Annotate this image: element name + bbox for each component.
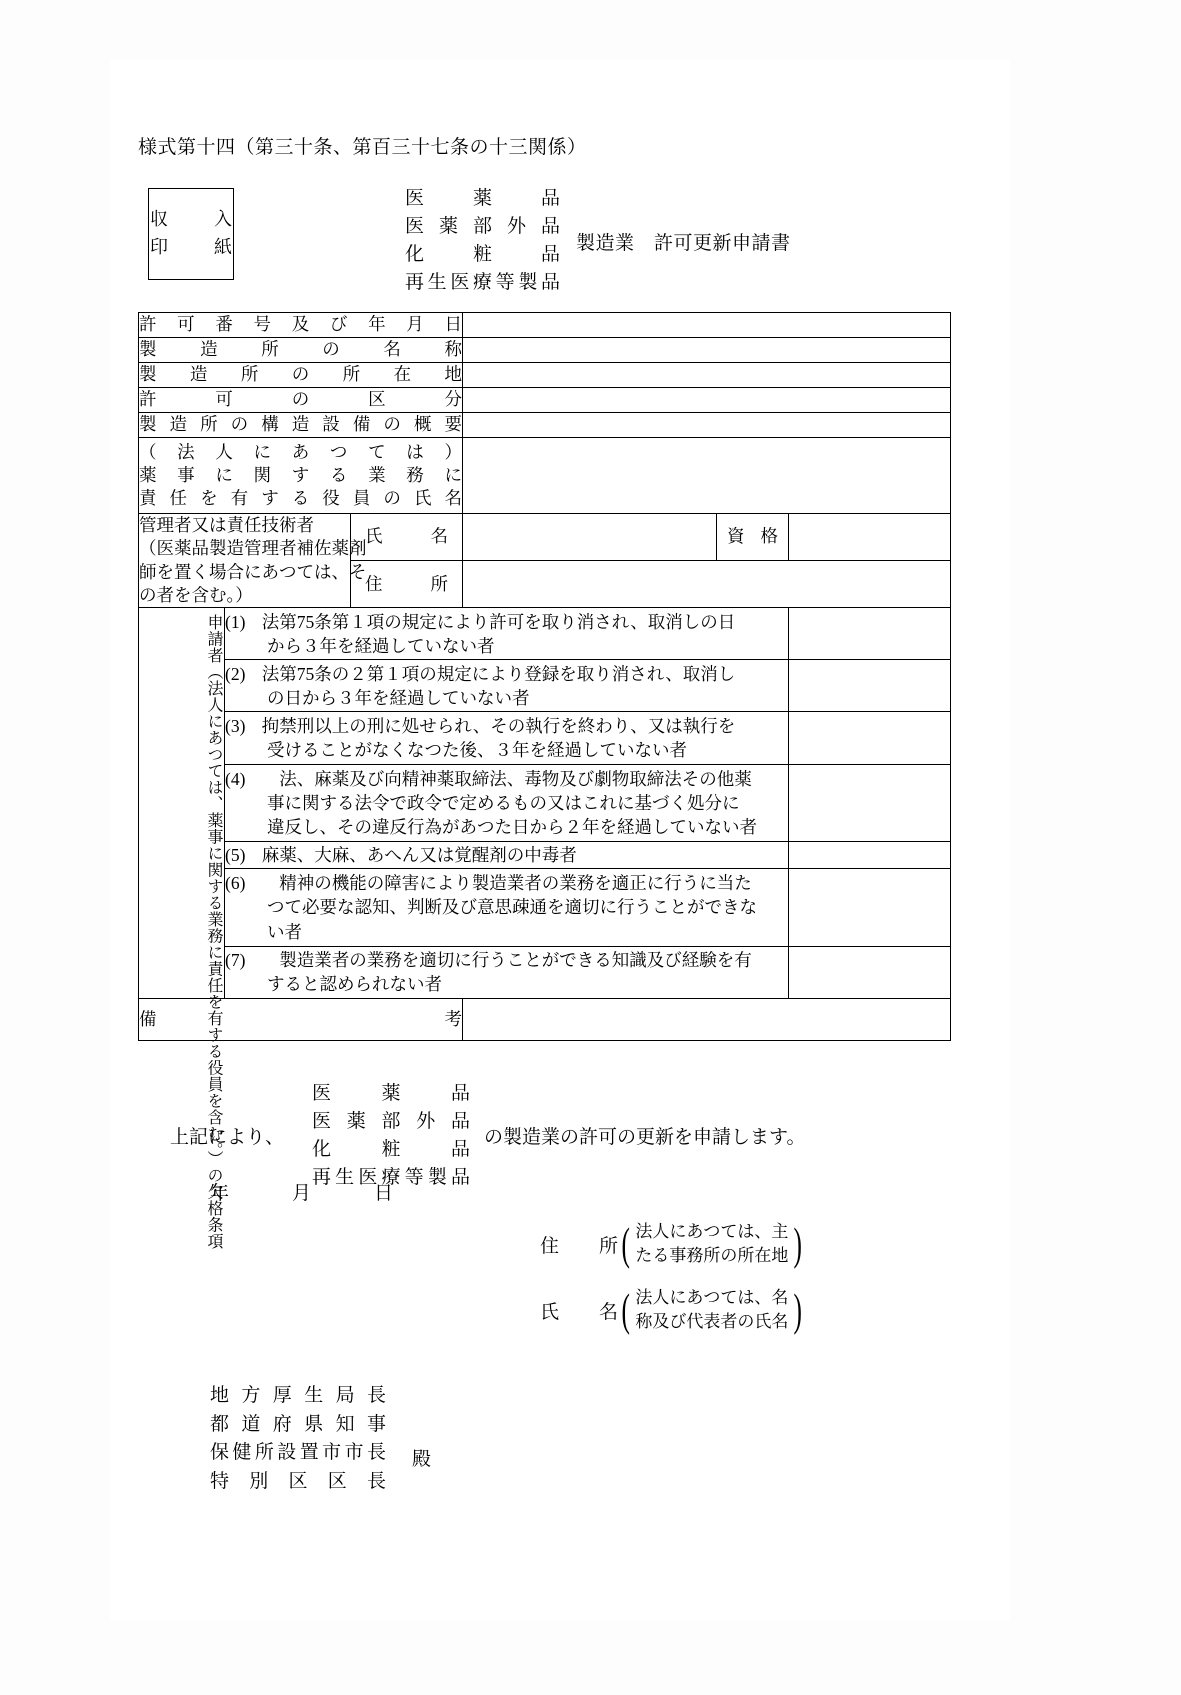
table-row-disqualification-7	[139, 946, 951, 998]
closing-statement	[170, 1080, 806, 1192]
disqualification-check-field[interactable]	[789, 660, 951, 712]
right-brace-icon: )	[793, 1218, 803, 1270]
table-row-disqualification-4	[139, 764, 951, 842]
item-line: 事に関する法令で政令で定めるもの又はこれに基づく処分に	[267, 792, 740, 813]
signature-name-label: 氏 名	[540, 1301, 618, 1323]
row-value-field[interactable]	[463, 438, 951, 514]
closing-category-3: 再生医療等製品	[312, 1166, 471, 1188]
item-number: (7)	[225, 950, 246, 971]
manager-label-line-1: （医薬品製造管理者補佐薬剤	[139, 538, 367, 559]
manager-address-field[interactable]	[463, 561, 951, 608]
stamp-label-line-2: 印 紙	[150, 237, 246, 257]
disqualification-item-text	[225, 842, 789, 869]
item-line: 法第75条第１項の規定により許可を取り消され、取消しの日	[261, 611, 736, 632]
closing-category-0: 医 薬 品	[312, 1083, 471, 1104]
note-line-0: 法人にあつては、名	[635, 1288, 789, 1308]
recipient-item-3: 特別区区長	[210, 1470, 386, 1492]
signature-address-row	[540, 1220, 806, 1268]
revenue-stamp-box	[148, 188, 246, 280]
recipient-block	[210, 1382, 431, 1496]
manager-label-line-2: 師を置く場合にあつては、そ	[139, 561, 367, 582]
signature-block	[540, 1220, 806, 1335]
item-number: (3)	[225, 715, 246, 736]
item-line: から３年を経過していない者	[267, 635, 495, 656]
item-number: (6)	[225, 873, 246, 894]
stamp-label-line-1: 収 入	[150, 209, 246, 230]
title-category-2: 化 粧 品	[405, 244, 560, 266]
note-line-1: 称及び代表者の氏名	[635, 1312, 789, 1332]
officer-label-line-1: 薬事に関する業務に	[139, 464, 462, 485]
signature-name-note	[633, 1286, 790, 1334]
table-row-disqualification-6	[139, 869, 951, 947]
row-value-field[interactable]	[463, 363, 951, 388]
item-line: 違反し、その違反行為があつた日から２年を経過していない者	[267, 817, 757, 838]
item-line: 精神の機能の障害により製造業者の業務を適正に行うに当た	[261, 873, 752, 894]
remarks-field[interactable]	[463, 999, 951, 1041]
signature-address-label: 住 所	[540, 1235, 618, 1257]
manager-label-line-3: の者を含む。）	[139, 584, 253, 605]
table-row-remarks	[139, 999, 951, 1041]
table-row-factory-address	[139, 363, 951, 388]
item-line: い者	[267, 921, 302, 942]
disqualification-item-text	[225, 946, 789, 998]
vertical-text-wrap: 申請者（法人にあつては、薬事に関する業務に責任を有する役員を含む。）の欠格条項	[205, 614, 222, 1250]
manager-label-line-0: 管理者又は責任技術者	[139, 515, 314, 535]
title-category-stack	[405, 185, 560, 297]
form-sheet	[110, 60, 1010, 1620]
item-number: (1)	[225, 611, 246, 632]
disqualification-check-field[interactable]	[789, 764, 951, 842]
remarks-label: 備 考	[139, 999, 463, 1041]
left-brace-icon: (	[621, 1284, 630, 1336]
item-line: 製造業者の業務を適切に行うことができる知識及び経験を有	[261, 950, 752, 971]
title-category-3: 再生医療等製品	[405, 272, 560, 294]
manager-name-field[interactable]	[463, 514, 717, 561]
row-value-field[interactable]	[463, 413, 951, 438]
disqualification-check-field[interactable]	[789, 869, 951, 947]
disqualification-item-text	[225, 660, 789, 712]
table-row-facility-outline	[139, 413, 951, 438]
row-label: 許可の区分	[139, 388, 463, 413]
table-row-factory-name	[139, 338, 951, 363]
recipient-item-1: 都道府県知事	[210, 1413, 386, 1435]
table-row-disqualification-1	[139, 608, 951, 660]
row-value-field[interactable]	[463, 388, 951, 413]
date-line[interactable]: 年 月 日	[210, 1183, 416, 1204]
table-row-license-category	[139, 388, 951, 413]
document-title	[405, 185, 791, 297]
row-value-field[interactable]	[463, 338, 951, 363]
item-line: すると認められない者	[267, 974, 442, 995]
table-row-responsible-officer	[139, 438, 951, 514]
row-label: 製造所の名称	[139, 338, 463, 363]
table-row-manager-name	[139, 514, 951, 561]
item-line: つて必要な認知、判断及び意思疎通を適切に行うことができな	[267, 897, 757, 918]
item-number: (5)	[225, 845, 246, 866]
table-row-disqualification-3	[139, 712, 951, 764]
row-label: 製造所の所在地	[139, 363, 463, 388]
manager-name-label: 氏 名	[351, 514, 463, 561]
signature-address-note	[633, 1220, 790, 1268]
row-label	[139, 438, 463, 514]
left-brace-icon: (	[621, 1218, 630, 1270]
table-row-disqualification-2	[139, 660, 951, 712]
closing-category-stack	[312, 1080, 470, 1192]
disqualification-check-field[interactable]	[789, 842, 951, 869]
table-row-license-number	[139, 313, 951, 338]
note-line-1: たる事務所の所在地	[635, 1246, 789, 1266]
item-line: 麻薬、大麻、あへん又は覚醒剤の中毒者	[261, 845, 577, 866]
table-row-disqualification-5	[139, 842, 951, 869]
disqualification-check-field[interactable]	[789, 712, 951, 764]
form-number: 様式第十四（第三十条、第百三十七条の十三関係）	[138, 137, 587, 158]
officer-label-line-0: （法人にあつては）	[139, 441, 462, 462]
item-line: 拘禁刑以上の刑に処せられ、その執行を終わり、又は執行を	[261, 715, 736, 736]
disqualification-check-field[interactable]	[789, 608, 951, 660]
item-line: 法第75条の２第１項の規定により登録を取り消され、取消し	[261, 663, 736, 684]
disqualification-item-text	[225, 608, 789, 660]
recipient-item-2: 保健所設置市市長	[210, 1442, 386, 1463]
closing-tail-text: の製造業の許可の更新を申請します。	[484, 1127, 806, 1149]
item-number: (2)	[225, 663, 246, 684]
row-label: 製造所の構造設備の概要	[139, 413, 463, 438]
disqualification-check-field[interactable]	[789, 946, 951, 998]
title-suffix: 製造業 許可更新申請書	[576, 232, 791, 254]
disqualification-item-text	[225, 764, 789, 842]
manager-qualification-label: 資格	[717, 514, 789, 561]
closing-lead-text: 上記により、	[170, 1127, 285, 1149]
disqualification-item-text	[225, 869, 789, 947]
right-brace-icon: )	[793, 1284, 803, 1336]
disqualification-vertical-label	[139, 608, 225, 1250]
title-category-1: 医薬部外品	[405, 216, 560, 238]
recipient-list	[210, 1382, 386, 1496]
title-category-0: 医 薬 品	[405, 188, 560, 209]
officer-label-line-2: 責任を有する役員の氏名	[139, 488, 462, 509]
disqualification-item-text	[225, 712, 789, 764]
note-line-0: 法人にあつては、主	[635, 1222, 789, 1241]
item-number: (4)	[225, 768, 246, 789]
recipient-item-0: 地方厚生局長	[210, 1385, 386, 1406]
recipient-honorific: 殿	[412, 1448, 432, 1470]
row-value-field[interactable]	[463, 313, 951, 338]
manager-qualification-field[interactable]	[789, 514, 951, 561]
item-line: 受けることがなくなつた後、３年を経過していない者	[267, 740, 687, 761]
closing-category-2: 化 粧 品	[312, 1138, 471, 1160]
signature-name-row	[540, 1286, 806, 1334]
item-line: の日から３年を経過していない者	[267, 687, 530, 708]
row-label: 許可番号及び年月日	[139, 313, 463, 338]
item-line: 法、麻薬及び向精神薬取締法、毒物及び劇物取締法その他薬	[261, 768, 752, 789]
manager-label	[139, 514, 367, 608]
closing-category-1: 医薬部外品	[312, 1110, 471, 1132]
manager-address-label: 住 所	[351, 561, 463, 608]
